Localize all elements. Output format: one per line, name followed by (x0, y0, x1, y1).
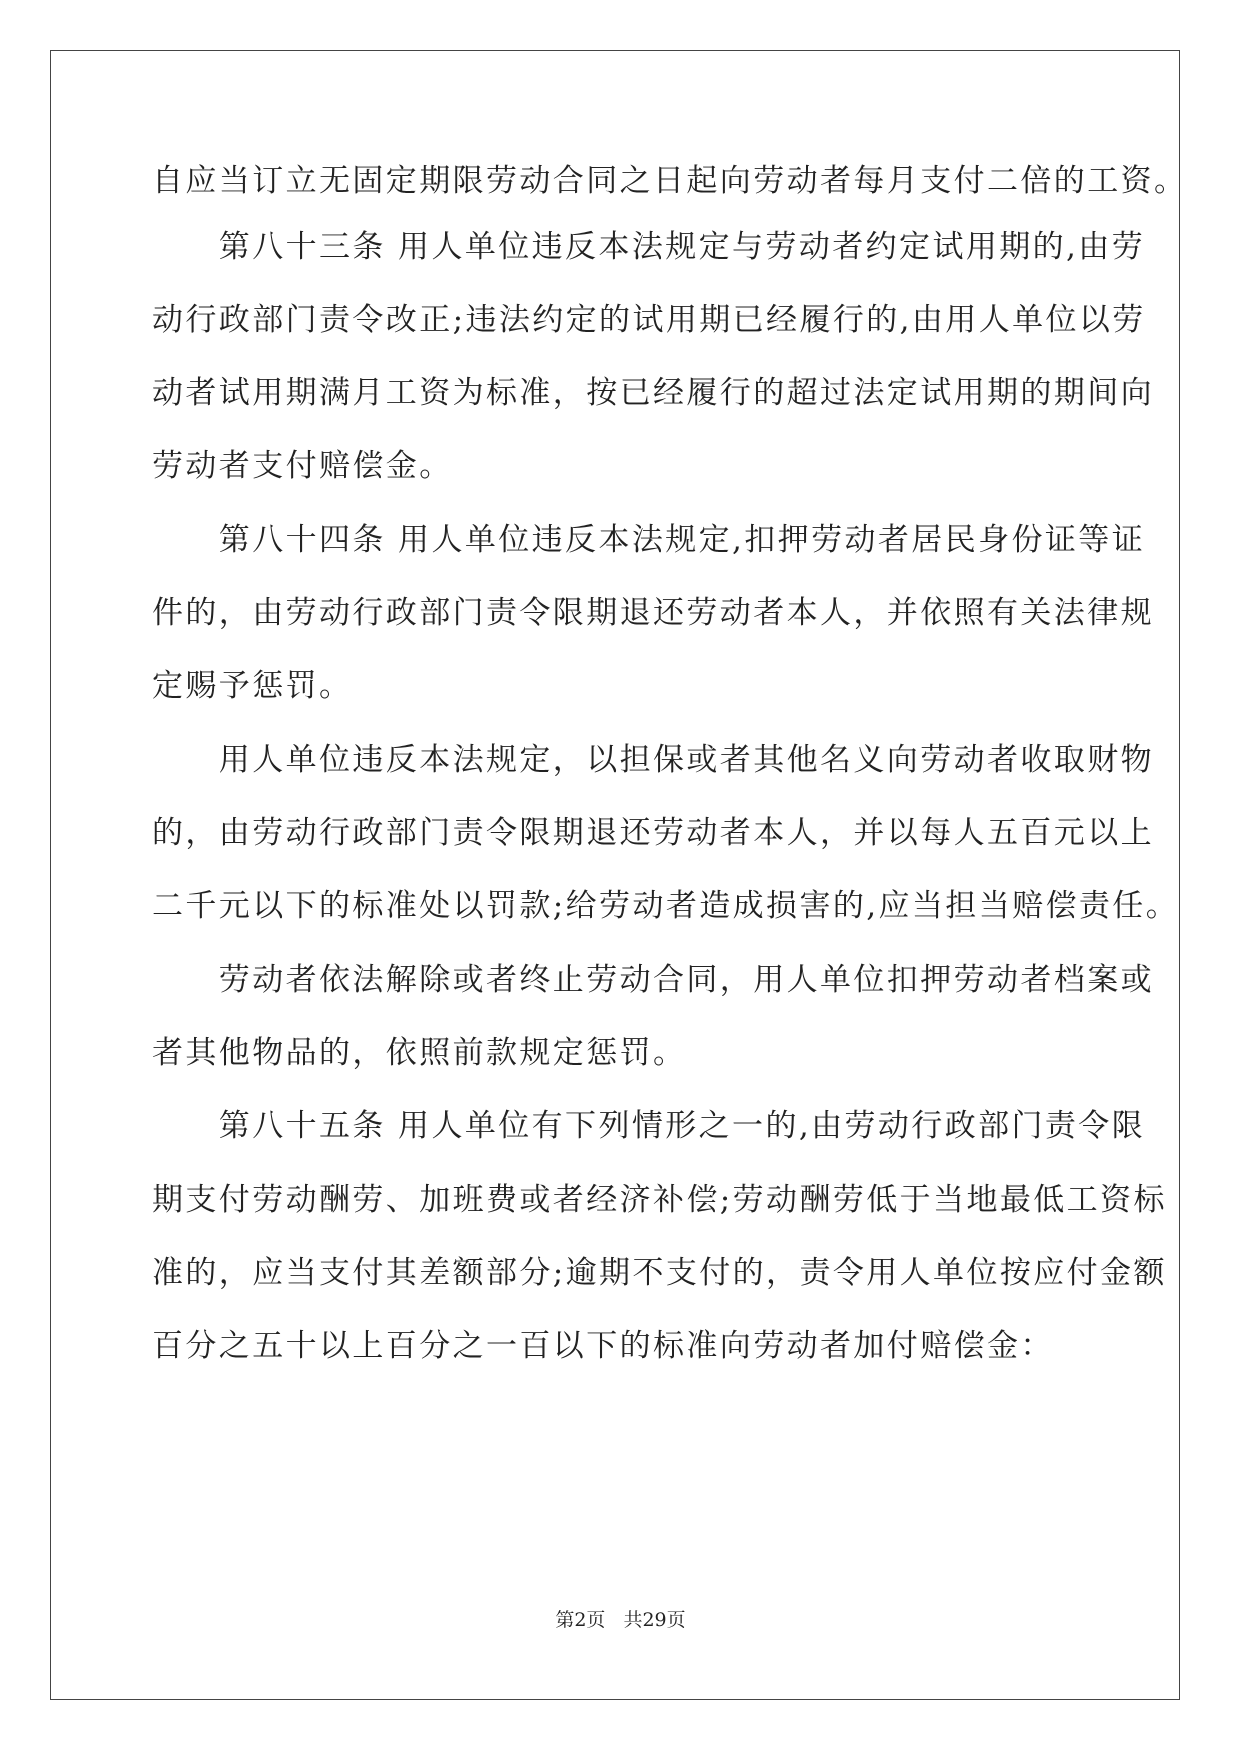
text-line: 第八十四条 用人单位违反本法规定,扣押劳动者居民身份证等证 (152, 522, 1146, 558)
text-line: 期支付劳动酬劳、加班费或者经济补偿;劳动酬劳低于当地最低工资标 (152, 1182, 1167, 1218)
text-line: 定赐予惩罚。 (152, 668, 353, 704)
text-line: 第八十五条 用人单位有下列情形之一的,由劳动行政部门责令限 (152, 1108, 1146, 1144)
page-total: 共29页 (623, 1609, 686, 1631)
text-line: 第八十三条 用人单位违反本法规定与劳动者约定试用期的,由劳 (152, 229, 1146, 265)
page-border (50, 50, 1180, 1700)
text-line: 用人单位违反本法规定，以担保或者其他名义向劳动者收取财物 (152, 742, 1154, 778)
text-line: 自应当订立无固定期限劳动合同之日起向劳动者每月支付二倍的工资。 (152, 163, 1188, 199)
text-line: 动行政部门责令改正;违法约定的试用期已经履行的,由用人单位以劳 (152, 302, 1146, 338)
text-line: 动者试用期满月工资为标准，按已经履行的超过法定试用期的期间向 (152, 375, 1154, 411)
page-footer (0, 1608, 1241, 1632)
text-line: 劳动者支付赔偿金。 (152, 448, 453, 484)
text-line: 者其他物品的，依照前款规定惩罚。 (152, 1035, 687, 1071)
text-line: 的，由劳动行政部门责令限期退还劳动者本人，并以每人五百元以上 (152, 815, 1154, 851)
text-line: 二千元以下的标准处以罚款;给劳动者造成损害的,应当担当赔偿责任。 (152, 888, 1180, 924)
page-number: 第2页 (555, 1609, 606, 1631)
text-line: 准的，应当支付其差额部分;逾期不支付的，责令用人单位按应付金额 (152, 1255, 1167, 1291)
text-line: 劳动者依法解除或者终止劳动合同，用人单位扣押劳动者档案或 (152, 962, 1154, 998)
text-line: 百分之五十以上百分之一百以下的标准向劳动者加付赔偿金： (152, 1328, 1054, 1364)
text-line: 件的，由劳动行政部门责令限期退还劳动者本人，并依照有关法律规 (152, 595, 1154, 631)
